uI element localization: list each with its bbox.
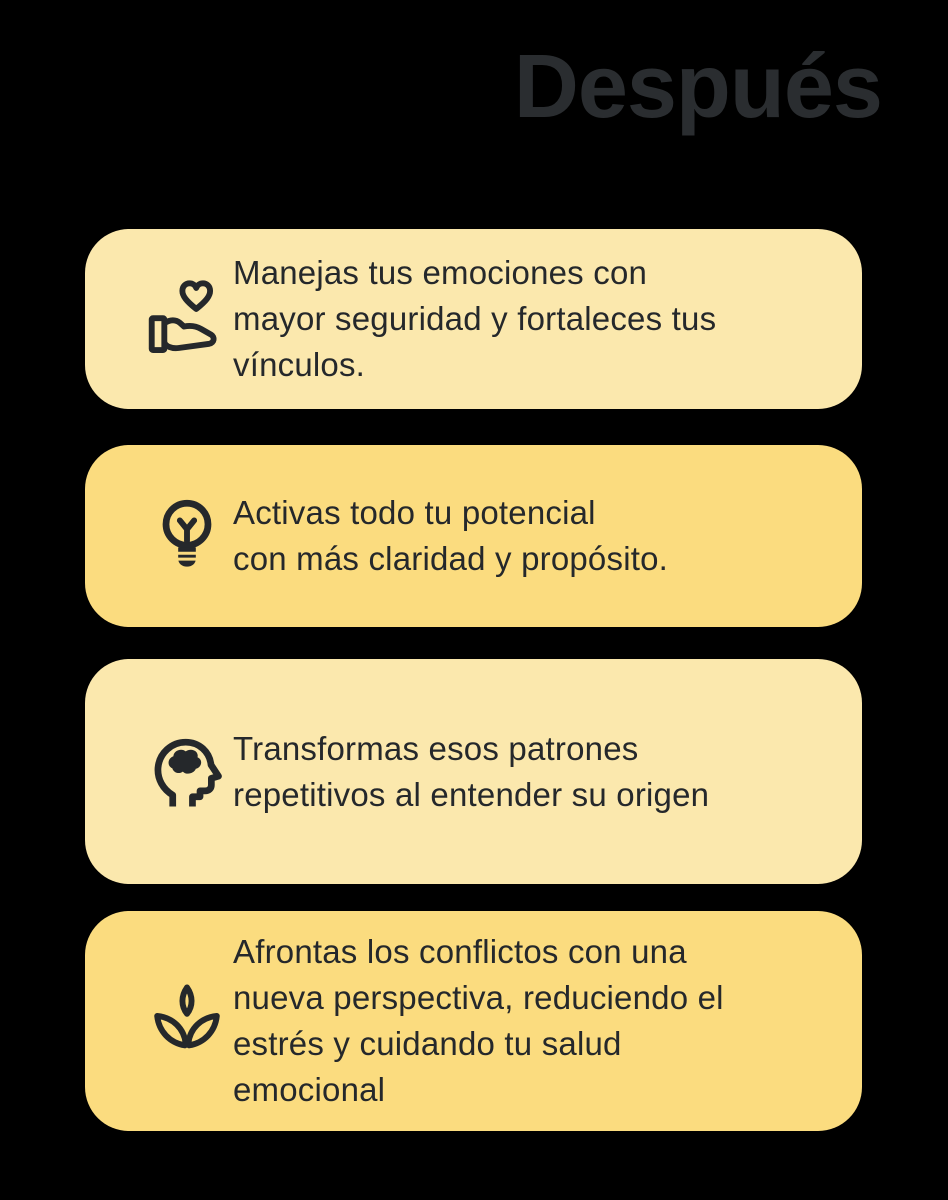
plant-icon: [142, 975, 232, 1067]
card-text-line: repetitivos al entender su origen: [233, 775, 710, 813]
benefit-card-emotions: [85, 229, 862, 409]
card-text-line: emocional: [233, 1071, 386, 1108]
card-text-line: Transformas esos patrones: [233, 729, 639, 767]
benefit-card-conflicts: [85, 911, 862, 1131]
card-text: [233, 250, 716, 388]
hand-heart-icon: [142, 273, 232, 365]
card-text-line: Afrontas los conflictos con una: [233, 933, 687, 970]
card-text: [233, 490, 668, 582]
benefit-card-potential: [85, 445, 862, 627]
page-title: Después: [513, 37, 882, 137]
card-text-line: estrés y cuidando tu salud: [233, 1025, 622, 1062]
card-text-line: mayor seguridad y fortaleces tus: [233, 300, 717, 337]
head-brain-icon: [142, 726, 232, 818]
card-text-line: con más claridad y propósito.: [233, 540, 669, 577]
card-text-line: vínculos.: [233, 346, 366, 383]
card-text-line: Activas todo tu potencial: [233, 494, 596, 531]
card-text: [233, 726, 709, 818]
lightbulb-icon: [142, 490, 232, 582]
benefit-card-patterns: [85, 659, 862, 884]
card-text-line: Manejas tus emociones con: [233, 254, 648, 291]
card-text-line: nueva perspectiva, reduciendo el: [233, 979, 724, 1016]
card-text: [233, 929, 724, 1113]
